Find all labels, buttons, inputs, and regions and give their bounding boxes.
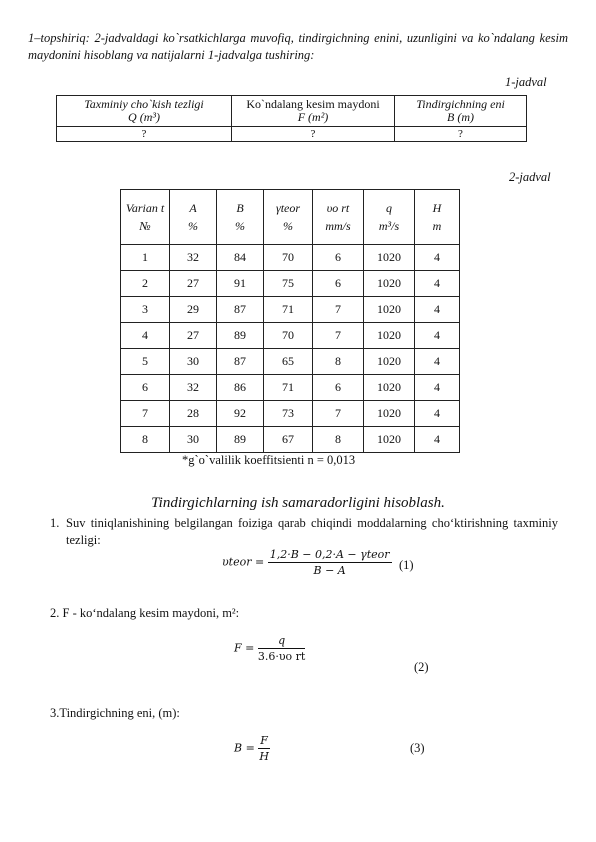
table-cell: 4	[415, 375, 460, 401]
table-cell: 1020	[364, 427, 415, 453]
table-cell: 65	[264, 349, 313, 375]
item2-text: 2. F - ko‘ndalang kesim maydoni, m²:	[50, 606, 240, 620]
table-cell: 75	[264, 271, 313, 297]
header-cross-section: Ko`ndalang kesim maydoni F (m²)	[232, 96, 395, 127]
table-row	[121, 349, 460, 375]
formula-2-numerator: q	[258, 634, 305, 649]
table-cell: 1020	[364, 271, 415, 297]
table-row	[57, 127, 527, 142]
table-cell: 92	[217, 401, 264, 427]
table-cell: 30	[170, 427, 217, 453]
table-cell: 1020	[364, 245, 415, 271]
table-cell: 8	[313, 349, 364, 375]
table-row	[121, 427, 460, 453]
section-heading: Tindirgichlarning ish samaradorligini hisoblash.	[151, 495, 445, 511]
table-cell: 4	[415, 245, 460, 271]
formula-1: υteor = $\frac{\text{1,2·B − 0,2·A − γteor}}{B - A}$	[222, 548, 390, 577]
header-velocity: υo rt mm/s	[313, 190, 364, 245]
formula-3-denominator: H	[259, 750, 269, 763]
header-settling-speed: Taxminiy cho`kish tezligi Q (m³)	[57, 96, 232, 127]
table2-caption: 2-jadval	[509, 170, 551, 184]
table-cell: 1	[121, 245, 170, 271]
table-cell: 86	[217, 375, 264, 401]
eq-number-3: (3)	[410, 741, 425, 755]
table-row	[121, 245, 460, 271]
table1-caption: 1-jadval	[505, 75, 547, 89]
header-a: A %	[170, 190, 217, 245]
table-cell: 73	[264, 401, 313, 427]
formula-1-denominator: B − A	[313, 564, 346, 577]
header-width: Tindirgichning eni B (m)	[395, 96, 527, 127]
table-cell: 28	[170, 401, 217, 427]
table-cell: 8	[313, 427, 364, 453]
table-cell: 27	[170, 323, 217, 349]
table-cell: 71	[264, 375, 313, 401]
table-cell: 1020	[364, 297, 415, 323]
table-cell: 4	[415, 323, 460, 349]
variants-table	[120, 189, 460, 453]
header-b: B %	[217, 190, 264, 245]
formula-1-numerator: 1,2·B − 0,2·A − γteor	[269, 548, 390, 561]
header-gamma: γteor %	[264, 190, 313, 245]
table-cell: 67	[264, 427, 313, 453]
table-cell: 70	[264, 323, 313, 349]
item1-number: 1.	[50, 516, 60, 530]
results-table-header	[57, 96, 527, 127]
table-cell: 32	[170, 245, 217, 271]
table-cell: 70	[264, 245, 313, 271]
table-cell: 30	[170, 349, 217, 375]
table-cell: 8	[121, 427, 170, 453]
task-statement: 1–topshiriq: 2-jadvaldagi ko`rsatkichlarga muvofiq, tindirgichning enini, uzunligini va ko`ndalang kesim maydonini hisoblang va natijalarni 1-jadvalga tushiring:	[28, 31, 568, 62]
eq-number-2: (2)	[414, 660, 429, 674]
table-cell: 91	[217, 271, 264, 297]
table-cell: 4	[415, 401, 460, 427]
results-table	[56, 95, 527, 142]
table-cell: 1020	[364, 401, 415, 427]
table-cell: 4	[415, 271, 460, 297]
table-cell: 6	[313, 245, 364, 271]
table-cell: 6	[313, 375, 364, 401]
table-row	[121, 375, 460, 401]
table-row	[121, 297, 460, 323]
table-cell: 89	[217, 427, 264, 453]
roughness-note: *g`o`valilik koeffitsienti n = 0,013	[182, 453, 356, 467]
table-row	[121, 401, 460, 427]
table-cell: 29	[170, 297, 217, 323]
header-variant: Varian t №	[121, 190, 170, 245]
table-cell: 7	[313, 297, 364, 323]
table-cell: 4	[415, 349, 460, 375]
table-cell: 7	[121, 401, 170, 427]
variants-table-header	[121, 190, 460, 245]
table-row	[121, 323, 460, 349]
formula-3-numerator: F	[260, 734, 268, 747]
table-cell: 1020	[364, 323, 415, 349]
table-cell: 6	[121, 375, 170, 401]
table-cell: 7	[313, 401, 364, 427]
table-cell: 4	[415, 427, 460, 453]
table-cell: 4	[121, 323, 170, 349]
table-row	[121, 271, 460, 297]
table-cell: ?	[395, 127, 527, 142]
table-cell: 1020	[364, 349, 415, 375]
table-cell: ?	[232, 127, 395, 142]
header-h: H m	[415, 190, 460, 245]
table-cell: 32	[170, 375, 217, 401]
header-q: q m³/s	[364, 190, 415, 245]
table-cell: 87	[217, 297, 264, 323]
table-cell: 27	[170, 271, 217, 297]
table-cell: 2	[121, 271, 170, 297]
table-cell: 1020	[364, 375, 415, 401]
table-cell: 7	[313, 323, 364, 349]
formula-2-denominator: 3.6·υo rt	[257, 650, 306, 663]
table-cell: ?	[57, 127, 232, 142]
item3-text: 3.Tindirgichning eni, (m):	[50, 706, 180, 720]
table-cell: 87	[217, 349, 264, 375]
table-cell: 84	[217, 245, 264, 271]
item1-text: Suv tiniqlanishining belgilangan foiziga qarab chiqindi moddalarning cho‘ktirishning taxminiy tezligi:	[66, 516, 558, 547]
eq-number-1: (1)	[399, 558, 414, 572]
formula-3: B = $\frac{F}{H}$	[234, 734, 269, 763]
table-cell: 4	[415, 297, 460, 323]
table-cell: 6	[313, 271, 364, 297]
table-cell: 71	[264, 297, 313, 323]
table-cell: 89	[217, 323, 264, 349]
table-cell: 3	[121, 297, 170, 323]
table-cell: 5	[121, 349, 170, 375]
formula-2: F = $\frac{q}{\text{3.6·υo rt}}$	[234, 634, 306, 663]
